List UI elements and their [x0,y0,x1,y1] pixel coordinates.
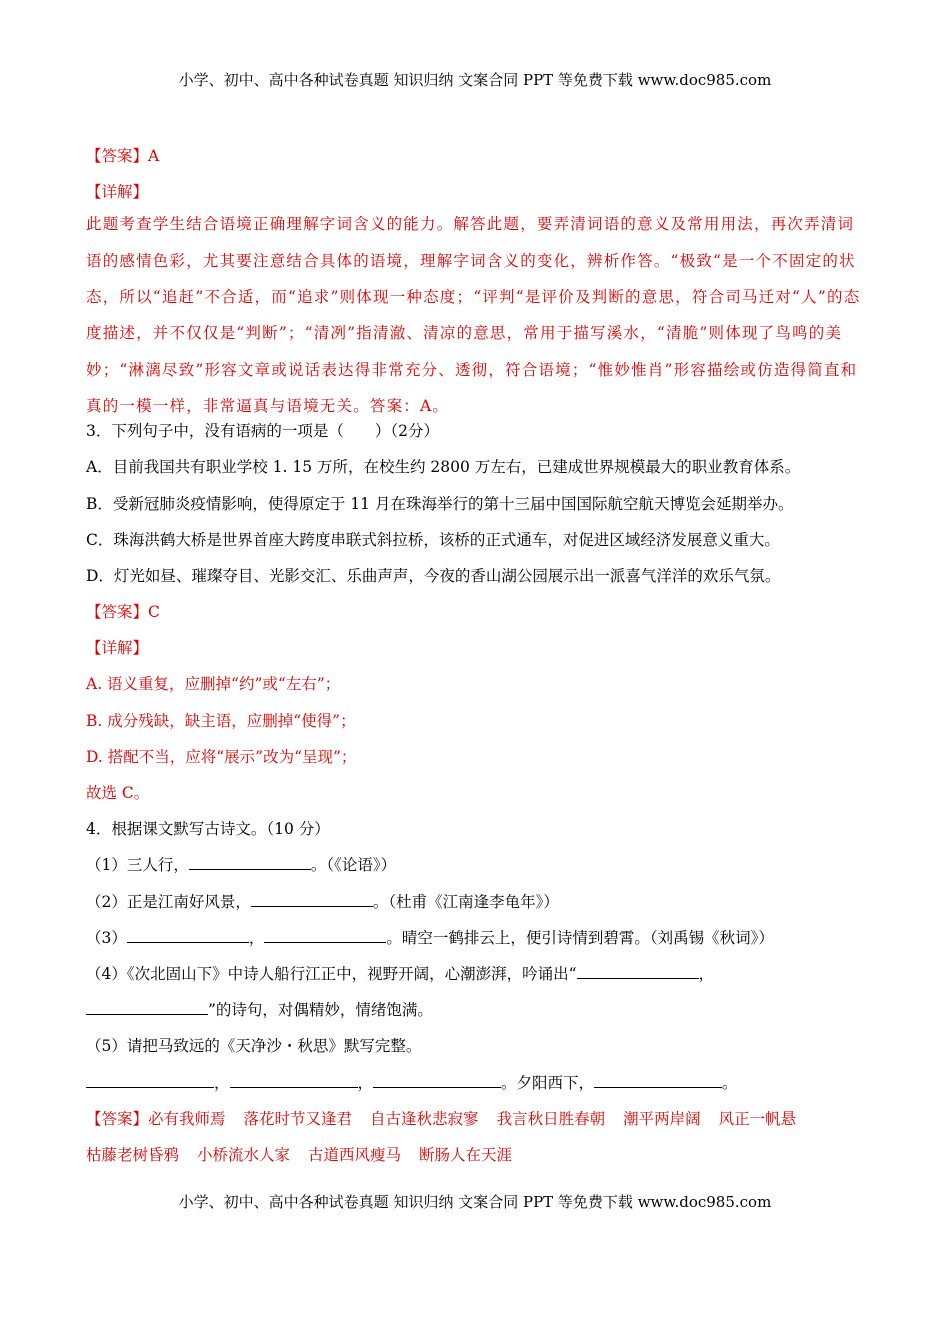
q4-item-5-end: 。 [722,1073,738,1092]
q3-detail-label: 【详解】 [86,639,149,658]
document-body [86,143,866,1178]
q4-item-1-post: 。（《论语》） [310,856,397,875]
q3-detail-a: A. 语义重复，应删掉“约”或“左右”； [86,675,341,694]
q4-item-5-blanks [86,1070,866,1106]
q2-detail-label: 【详解】 [86,183,149,202]
q4-item-5-mid: 。夕阳西下， [501,1073,595,1092]
answer-blank[interactable] [127,926,249,943]
answer-blank[interactable] [264,926,386,943]
q4-answer-label: 【答案】 [86,1109,149,1128]
answer-text: 风正一帆悬 [718,1109,797,1128]
q2-detail-text: 此题考查学生结合语境正确理解字词含义的能力。解答此题，要弄清词语的意义及常用用法，再次弄清词语的感情色彩，尤其要注意结合具体的语境，理解字词含义的变化，辨析作答。“极致“是一个不固定的状态，所以“追赶”不合适，而“追求”则体现一种态度；“评判“是评价及判断的意思，符合司马迁对“人”的态度描述，并不仅仅是“判断”；“清冽”指清澈、清凉的意思，常用于描写溪水，“清脆”则体现了鸟鸣的美妙；“淋漓尽致”形容文章或说话表达得非常充分、透彻，符合语境；“惟妙惟肖”形容描绘或仿造得简直和真的一模一样，非常逼真与语境无关。答案：A。 [86,215,861,415]
q4-item-4-pre: （4）《次北固山下》中诗人船行江正中，视野开阔，心潮澎湃，吟诵出“ [86,964,577,983]
q4-item-3-post: 。晴空一鹤排云上，便引诗情到碧霄。（刘禹锡《秋词》） [386,928,774,947]
answer-text: 枯藤老树昏鸦 [86,1145,180,1164]
answer-text: 小桥流水人家 [197,1145,291,1164]
q3-detail-b: B. 成分残缺，缺主语，应删掉“使得”； [86,711,356,730]
q3-option-a: A．目前我国共有职业学校 1. 15 万所，在校生约 2800 万左右，已建成世界规模最大的职业教育体系。 [86,458,801,477]
answer-blank[interactable] [594,1071,722,1088]
q3-option-c: C．珠海洪鹤大桥是世界首座大跨度串联式斜拉桥，该桥的正式通车，对促进区域经济发展意义重大。 [86,530,780,549]
answer-blank[interactable] [86,1071,214,1088]
q3-conclusion: 故选 C。 [86,784,150,803]
answer-blank[interactable] [86,998,208,1015]
q3-stem: 3．下列句子中，没有语病的一项是（ ）（2分） [86,422,439,441]
q4-item-4-cont [86,997,866,1033]
answer-blank[interactable] [189,853,311,870]
q4-item-3-pre: （3） [86,928,127,947]
page-footer: 小学、初中、高中各种试卷真题 知识归纳 文案合同 PPT 等免费下载 www.doc985.com [178,1193,772,1211]
answer-blank[interactable] [251,890,373,907]
q4-answers-line-2 [86,1142,866,1178]
q4-item-5-sep-2: ， [357,1073,374,1092]
q4-stem: 4．根据课文默写古诗文。（10 分） [86,820,330,839]
answer-text: 潮平两岸阔 [623,1109,701,1128]
page-header: 小学、初中、高中各种试卷真题 知识归纳 文案合同 PPT 等免费下载 www.doc985.com [178,71,772,89]
q4-item-5-sep-1: ， [214,1073,230,1092]
q4-answers-line-1 [86,1106,866,1142]
q4-item-1 [86,852,866,888]
q4-item-4-mid: ， [698,964,715,983]
q4-item-2 [86,889,866,925]
q2-answer-label: 【答案】A [86,147,160,165]
answer-text: 古道西风瘦马 [308,1145,402,1164]
q4-item-1-pre: （1）三人行， [86,856,189,875]
q3-answer-label: 【答案】C [86,603,160,622]
q3-option-b: B．受新冠肺炎疫情影响，使得原定于 11 月在珠海举行的第十三届中国国际航空航天博览会延期举办。 [86,494,794,513]
q4-item-4-post: ”的诗句，对偶精妙，情绪饱满。 [208,1001,433,1020]
q3-detail-d: D. 搭配不当，应将“展示”改为“呈现”； [86,747,357,766]
answer-text: 落花时节又逢君 [243,1109,353,1128]
answer-text: 必有我师焉 [148,1109,226,1128]
q4-item-4 [86,961,866,997]
q4-item-2-pre: （2）正是江南好风景， [86,892,251,911]
q3-option-d: D．灯光如昼、璀璨夺目、光影交汇、乐曲声声，今夜的香山湖公园展示出一派喜气洋洋的欢乐气氛。 [86,566,781,585]
answer-text: 我言秋日胜春朝 [496,1109,606,1128]
q4-item-3-mid: ， [248,928,265,947]
answer-text: 自古逢秋悲寂寥 [370,1109,479,1128]
answer-blank[interactable] [373,1071,501,1088]
q4-item-2-post: 。（杜甫《江南逢李龟年》） [372,892,559,911]
q4-item-5: （5）请把马致远的《天净沙・秋思》默写完整。 [86,1037,422,1056]
q4-item-3 [86,925,866,961]
answer-text: 断肠人在天涯 [419,1145,513,1164]
answer-blank[interactable] [230,1071,358,1088]
answer-blank[interactable] [577,962,699,979]
